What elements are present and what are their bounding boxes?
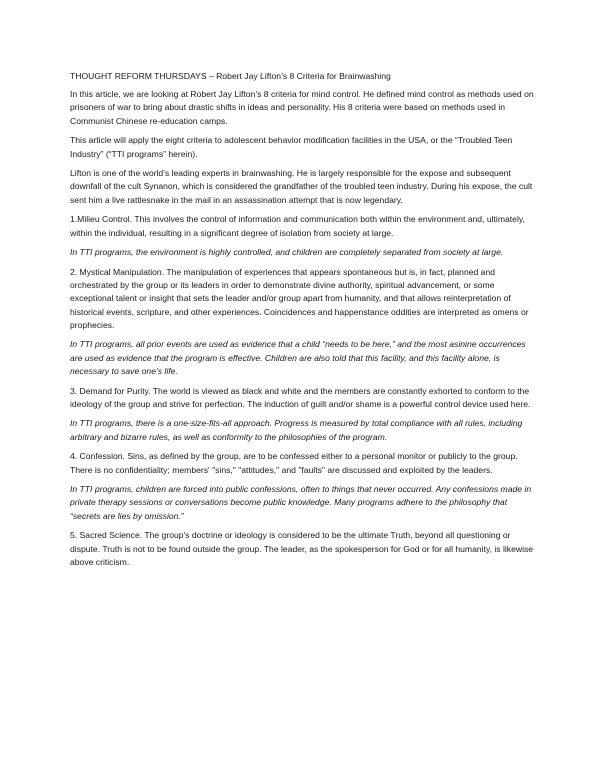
paragraph-scope: This article will apply the eight criteria to adolescent behavior modification facilities in the USA, or the “Troubled Teen Industry” (“TTI programs” herein). <box>70 135 513 159</box>
paragraph-demand-for-purity-tti: In TTI programs, there is a one-size-fits-all approach. Progress is measured by total compliance with all rules, including arbitrary and bizarre rules, as well as conformity to the philosophies of the program. <box>70 418 523 442</box>
paragraph-milieu-control: 1.Milieu Control. This involves the control of information and communication both within the environment and, ultimately, within the individual, resulting in a significant degree of isolation from society at large. <box>70 214 525 238</box>
paragraph-milieu-control-tti: In TTI programs, the environment is highly controlled, and children are completely separated from society at large. <box>70 247 504 258</box>
paragraph-confession-tti: In TTI programs, children are forced into public confessions, often to things that never occurred. Any confessions made in private therapy sessions or conversations become public knowledge. Many programs adhere to the philosophy that “secrets are lies by omission.” <box>70 484 532 521</box>
paragraph-mystical-manipulation: 2. Mystical Manipulation. The manipulation of experiences that appears spontaneous but is, in fact, planned and orchestrated by the group or its leaders in order to demonstrate divine authority, spiritual advancement, or some exceptional talent or insight that sets the leader and/or group apart from humanity, and that allows reinterpretation of historical events, scripture, and other experiences. Coincidences and happenstance oddities are interpreted as omens or prophecies. <box>70 266 529 330</box>
paragraph-confession: 4. Confession. Sins, as defined by the group, are to be confessed either to a personal monitor or publicly to the group. There is no confidentiality; members' "sins," "attitudes," and "faults" are discussed and exploited by the leaders. <box>70 451 518 475</box>
paragraph-lifton-bio: Lifton is one of the world’s leading experts in brainwashing. He is largely responsible for the expose and subsequent downfall of the cult Synanon, which is considered the grandfather of the troubled teen industry. During his expose, the cult sent him a live rattlesnake in the mail in an assassination attempt that is now legendary. <box>70 168 533 205</box>
paragraph-intro: In this article, we are looking at Robert Jay Lifton’s 8 criteria for mind control. He defined mind control as methods used on prisoners of war to bring about drastic shifts in ideas and personality. His 8 criteria were based on methods used in Communist Chinese re-education camps. <box>70 89 534 126</box>
paragraph-demand-for-purity: 3. Demand for Purity. The world is viewed as black and white and the members are constantly exhorted to conform to the ideology of the group and strive for perfection. The induction of guilt and/or shame is a powerful control device used here. <box>70 385 531 409</box>
paragraph-mystical-manipulation-tti: In TTI programs, all prior events are used as evidence that a child “needs to be here,” and the most asinine occurrences are used as evidence that the program is effective. Children are also told that this facility, and this facility alone, is necessary to save one’s life. <box>70 339 526 376</box>
document-title: THOUGHT REFORM THURSDAYS – Robert Jay Lifton’s 8 Criteria for Brainwashing <box>70 71 391 81</box>
document-page <box>70 70 540 576</box>
paragraph-sacred-science: 5. Sacred Science. The group's doctrine or ideology is considered to be the ultimate Truth, beyond all questioning or dispute. Truth is not to be found outside the group. The leader, as the spokesperson for God or for all humanity, is likewise above criticism. <box>70 530 534 567</box>
